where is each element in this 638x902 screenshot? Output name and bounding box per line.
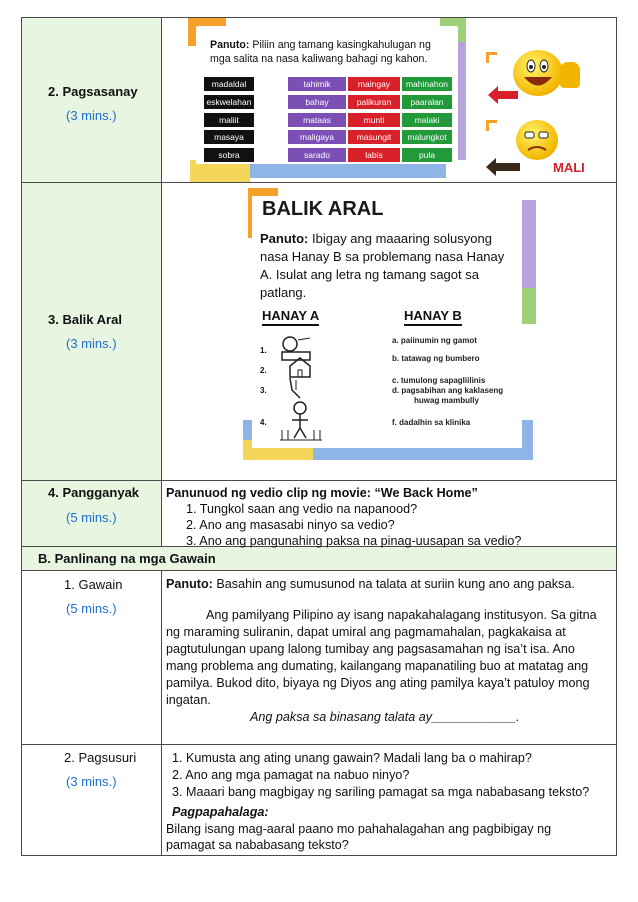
gawain-panuto-label: Panuto: [166,577,213,591]
pangganyak-label: 4. Pangganyak [48,485,140,500]
item-number: 1. [260,346,267,355]
word-cell: maingay [348,77,400,91]
row-line-2 [21,480,617,481]
word-cell: mahinahon [402,77,452,91]
word-cell: eskwelahan [204,95,254,109]
hanay-b-heading: HANAY B [404,308,462,326]
word-cell: paaralan [402,95,452,109]
hanay-b-item: b. tatawag ng bumbero [392,354,480,363]
item-number: 4. [260,418,267,427]
word-cell: mataas [288,113,346,127]
balik-aral-panuto-label: Panuto: [260,231,309,246]
balik-aral-mins: (3 mins.) [66,336,117,351]
hanay-b-item: huwag mambully [414,396,479,405]
pagpapahalaga-text [166,821,551,853]
word-cell: tahimik [288,77,346,91]
panuto-line: A. Isulat ang letra ng tamang sagot sa [260,267,479,282]
pagsusuri-item: 1. Kumusta ang ating unang gawain? Madali lang ba o mahirap? [172,751,532,765]
balik-aral-title: BALIK ARAL [262,198,384,220]
word-cell: bahay [288,95,346,109]
paragraph-line: ng maraming suliranin, dapat umiral ang pagmamahalan, pagkakaisa at [166,625,566,639]
item-number: 3. [260,386,267,395]
pagsasanay-panuto [210,38,450,66]
dark-arrow-icon [486,158,520,181]
paragraph-line: ingatan. [166,693,211,707]
word-cell: palikuran [348,95,400,109]
gawain-label: 1. Gawain [64,577,123,592]
paragraph-line: mang problema ang dumating, kailangang mapanatiling buo at matatag ang [166,659,589,673]
pangganyak-item: 1. Tungkol saan ang vedio na napanood? [186,502,418,516]
pagsasanay-label: 2. Pagsasanay [48,84,138,99]
pangganyak-content [166,485,521,549]
gawain-question: Ang paksa sa binasang talata ay____________. [250,710,520,724]
pangganyak-item: 2. Ano ang masasabi ninyo sa vedio? [186,518,395,532]
panuto-line: nasa Hanay B sa problemang nasa Hanay [260,249,505,264]
hanay-b-item: f. dadalhin sa klinika [392,418,471,427]
paragraph-line: Ang pamilyang Pilipino ay isang napakahalagang institusyon. Sa gitna [206,608,597,622]
gawain-panuto-text: Basahin ang sumusunod na talata at suriin kung ano ang paksa. [212,577,575,591]
gawain-paragraph [166,607,612,709]
happy-smiley-icon [513,50,563,96]
word-cell: masungit [348,130,400,144]
pangganyak-item: 3. Ano ang pangunahing paksa na pinag-uusapan sa vedio? [186,534,522,548]
gawain-panuto [166,577,612,591]
pagsusuri-mins: (3 mins.) [66,774,117,789]
pagsasanay-panuto-line1: Piliin ang tamang kasingkahulugan ng [249,39,431,51]
thumbs-up-icon [560,62,580,88]
word-cell: munti [348,113,400,127]
pagpapahalaga-line: pamagat sa nababasang teksto? [166,838,349,852]
gawain-mins: (5 mins.) [66,601,117,616]
pagsusuri-label: 2. Pagsusuri [64,750,137,765]
word-cell: sarado [288,148,346,162]
pagsusuri-list [172,750,589,801]
hanay-b-item: d. pagsabihan ang kaklaseng [392,386,504,395]
hanay-b-item: a. paiinumin ng gamot [392,336,477,345]
hanay-a-heading: HANAY A [262,308,319,326]
word-cell: labis [348,148,400,162]
corner-bracket-icon [486,120,497,131]
word-cell: malaki [402,113,452,127]
section-b-label: B. Panlinang na mga Gawain [38,551,216,566]
word-cell: maliit [204,113,254,127]
pagpapahalaga-label: Pagpapahalaga: [172,805,269,819]
paragraph-line: pamilya. Bukod dito, biyaya ng Diyos ang ating pamilya kaya’t patuloy mong [166,676,590,690]
pangganyak-mins: (5 mins.) [66,510,117,525]
bully-children-icon [278,400,324,447]
mali-label: MALI [553,160,585,175]
panuto-line: Ibigay ang maaaring solusyong [308,231,492,246]
word-cell: maligaya [288,130,346,144]
paragraph-line: pagtutulungan upang lalong tumibay ang pagsasamahan ng isa’t isa. Ano [166,642,575,656]
pagsasanay-panuto-line2: mga salita na nasa kaliwang bahagi ng kahon. [210,53,428,65]
word-cell: masaya [204,130,254,144]
red-arrow-icon [488,86,518,109]
word-cell: madaldal [204,77,254,91]
corner-bracket-icon [486,52,497,63]
pagpapahalaga-line: Bilang isang mag-aaral paano mo pahahalagahan ang pagbibigay ng [166,822,552,836]
word-cell: pula [402,148,452,162]
word-cell: malungkot [402,130,452,144]
col-divider-top [161,17,162,547]
col-divider-bottom [161,570,162,856]
balik-aral-label: 3. Balik Aral [48,312,122,327]
word-cell: sobra [204,148,254,162]
panuto-line: patlang. [260,285,307,300]
row-line-5 [21,744,617,745]
sad-smiley-icon [516,120,558,160]
pagsusuri-item: 2. Ano ang mga pamagat na nabuo ninyo? [172,768,410,782]
item-number: 2. [260,366,267,375]
pagsasanay-mins: (3 mins.) [66,108,117,123]
balik-aral-panuto [260,230,516,302]
pagsusuri-item: 3. Maaari bang magbigay ng sariling pamagat sa mga nababasang teksto? [172,785,590,799]
row-line-1 [21,182,617,183]
row-line-4 [21,570,617,571]
pagsasanay-panuto-label: Panuto: [210,39,250,51]
pangganyak-heading: Panunuod ng vedio clip ng movie: “We Back Home” [166,486,478,500]
hanay-b-item: c. tumulong sapagliilinis [392,376,486,385]
